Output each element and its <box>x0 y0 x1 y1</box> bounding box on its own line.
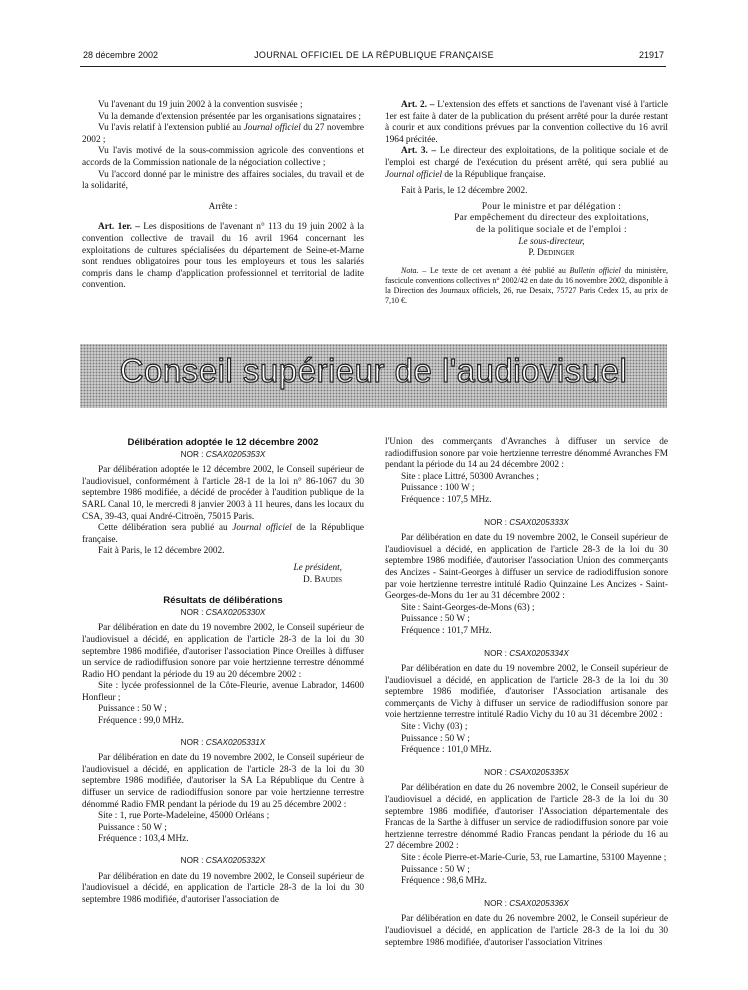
site-line: Site : place Littré, 50300 Avranches ; <box>401 471 539 482</box>
paragraph: Par délibération en date du 26 novembre 2002, le Conseil supérieur de l'audiovisuel a décidé, en application de l'article 28-3 de la loi du 30 septembre 1986 modifiée, d'autoriser l'Association départementale des Francas de la Sarthe à diffuser un service de radiodiffusion sonore par voie hertzienne terrestre dénommé Radio Francas pendant la période du 16 au 27 décembre 2002 : <box>385 783 668 852</box>
page-header <box>0 50 748 64</box>
nor-reference: NOR : CSAX0205331X <box>180 737 266 747</box>
puissance-line: Puissance : 100 W ; <box>401 483 475 494</box>
paragraph: Par délibération en date du 26 novembre 2002, le Conseil supérieur de l'audiovisuel a décidé, en application de l'article 28-3 de la loi du 30 septembre 1986 modifiée, d'autoriser l'association Vitrines <box>385 914 668 948</box>
paragraph: l'Union des commerçants d'Avranches à diffuser un service de radiodiffusion sonore par voie hertzienne terrestre dénommé Avranches FM pendant la période du 14 au 24 décembre 2002 : <box>385 437 668 471</box>
header-page-number: 21917 <box>638 50 664 60</box>
nor-reference: NOR : CSAX0205336X <box>484 898 569 908</box>
section-title: Conseil supérieur de l'audiovisuel <box>119 352 628 389</box>
site-line: Site : 1, rue Porte-Madeleine, 45000 Orléans ; <box>98 811 270 822</box>
president-name: D. Baudis <box>303 574 342 585</box>
frequence-line: Fréquence : 103,4 MHz. <box>98 834 189 845</box>
section-banner <box>80 344 667 408</box>
header-date: 28 décembre 2002 <box>83 50 159 60</box>
paragraph: Cette délibération sera publié au Journal officiel de la République française. <box>82 523 365 545</box>
fait-a-paris: Fait à Paris, le 12 décembre 2002. <box>98 546 225 557</box>
article-2: Art. 2. – L'extension des effets et sanctions de l'avenant visé à l'article 1er est faite à dater de la publication du présent arrêté pour la durée restant à courir et aux conditions prévues par la convention collective du 16 avril 1964 précitée. <box>385 100 668 145</box>
puissance-line: Puissance : 50 W ; <box>401 864 470 875</box>
site-line: Site : Saint-Georges-de-Mons (63) ; <box>401 602 535 613</box>
paragraph: Vu la demande d'extension présentée par les organisations signataires ; <box>98 111 361 122</box>
nor-reference: NOR : CSAX0205330X <box>180 607 266 617</box>
frequence-line: Fréquence : 98,6 MHz. <box>401 876 487 887</box>
nor-reference: NOR : CSAX0205335X <box>484 767 569 777</box>
paragraph: Vu l'avenant du 19 juin 2002 à la convention susvisée ; <box>98 100 303 110</box>
nor-reference: NOR : CSAX0205333X <box>484 517 569 527</box>
paragraph: Vu l'accord donné par le ministre des affaires sociales, du travail et de la solidarité, <box>82 169 364 192</box>
arrete-heading: Arrête : <box>208 201 238 212</box>
top-left-column <box>82 100 364 292</box>
paragraph: Vu l'avis relatif à l'extension publié au Journal officiel du 27 novembre 2002 ; <box>82 123 365 145</box>
paragraph: Vu l'avis motivé de la sous-commission agricole des conventions et accords de la Commission nationale de la négociation collective ; <box>82 146 364 168</box>
puissance-line: Puissance : 50 W ; <box>401 733 470 744</box>
puissance-line: Puissance : 50 W ; <box>401 614 470 625</box>
fait-a-paris: Fait à Paris, le 12 décembre 2002. <box>401 186 528 197</box>
paragraph: Par délibération adoptée le 12 décembre 2002, le Conseil supérieur de l'audiovisuel, conformément à l'article 28-1 de la loi n° 86-1067 du 30 septembre 1986 modifiée, a décidé de procéder à l'audition publique de la SARL Canal 10, le mercredi 8 janvier 2003 à 11 heures, dans les locaux du CSA, 39-43, quai André-Citroën, 75015 Paris. <box>82 465 364 522</box>
frequence-line: Fréquence : 101,0 MHz. <box>401 745 492 756</box>
paragraph: Par délibération en date du 19 novembre 2002, le Conseil supérieur de l'audiovisuel a décidé, en application de l'article 28-3 de la loi du 30 septembre 1986 modifiée, d'autoriser l'association Pince Oreilles à diffuser un service de radiodiffusion sonore par voie hertzienne terrestre dénommé Radio HO pendant la période du 19 au 20 décembre 2002 : <box>82 623 364 680</box>
site-line: Site : école Pierre-et-Marie-Curie, 53, rue Lamartine, 53100 Mayenne ; <box>401 853 667 863</box>
president-title: Le président, <box>293 562 342 573</box>
nor-reference: NOR : CSAX0205334X <box>484 648 569 658</box>
frequence-line: Fréquence : 101,7 MHz. <box>401 625 492 636</box>
paragraph: Par délibération en date du 19 novembre 2002, le Conseil supérieur de l'audiovisuel a décidé, en application de l'article 28-3 de la loi du 30 septembre 1986 modifiée, d'autoriser l'association Union des commerçants des Ancizes - Saint-Georges à diffuser un service de radiodiffusion sonore par voie hertzienne terrestre intitulé Radio Quinzaine Les Ancizes - Saint-Georges-de-Mons du 1er au 31 décembre 2002 : <box>385 533 668 602</box>
site-line: Site : Vichy (03) ; <box>401 722 468 733</box>
nor-reference: NOR : CSAX0205353X <box>180 449 266 459</box>
header-rule <box>80 66 666 67</box>
puissance-line: Puissance : 50 W ; <box>98 704 167 715</box>
signature-block: Pour le ministre et par délégation : Par empêchement du directeur des exploitations, de la politique sociale et de l'emploi : Le sous-directeur, P. Dedinger <box>435 202 668 260</box>
nota: Nota. – Le texte de cet avenant a été publié au Bulletin officiel du ministère, fascicule conventions collectives n° 2002/42 en date du 16 novembre 2002, disponible à la Direction des Journaux officiels, 26, rue Desaix, 75727 Paris Cedex 15, au prix de 7,10 €. <box>385 265 669 305</box>
header-title: JOURNAL OFFICIEL DE LA RÉPUBLIQUE FRANÇAISE <box>254 50 494 60</box>
frequence-line: Fréquence : 107,5 MHz. <box>401 494 492 505</box>
results-title: Résultats de délibérations <box>163 595 283 607</box>
deliberation-title: Délibération adoptée le 12 décembre 2002 <box>127 437 319 448</box>
bottom-left-column <box>82 437 364 906</box>
frequence-line: Fréquence : 99,0 MHz. <box>98 716 184 727</box>
paragraph: Par délibération en date du 19 novembre 2002, le Conseil supérieur de l'audiovisuel a décidé, en application de l'article 28-3 de la loi du 30 septembre 1986 modifiée, d'autoriser l'association de <box>82 871 364 905</box>
top-right-column <box>385 100 668 306</box>
bottom-right-column <box>385 437 668 949</box>
article-1: Art. 1er. – Les dispositions de l'avenant n° 113 du 19 juin 2002 à la convention collective de travail du 16 avril 1964 concernant les exploitations de cultures spécialisées du département de Seine-et-Marne sont rendues obligatoires pour tous les employeurs et tous les salariés compris dans le champ d'application professionnel et territorial de ladite convention. <box>82 222 364 291</box>
article-3: Art. 3. – Le directeur des exploitations, de la politique sociale et de l'emploi est chargé de l'exécution du présent arrêté, qui sera publié au Journal officiel de la République française. <box>385 146 668 180</box>
nor-reference: NOR : CSAX0205332X <box>180 856 266 865</box>
site-line: Site : lycée professionnel de la Côte-Fleurie, avenue Labrador, 14600 Honfleur ; <box>82 681 364 703</box>
puissance-line: Puissance : 50 W ; <box>98 822 167 833</box>
paragraph: Par délibération en date du 19 novembre 2002, le Conseil supérieur de l'audiovisuel a décidé, en application de l'article 28-3 de la loi du 30 septembre 1986 modifiée, d'autoriser l'Association artisanale des commerçants de Vichy à diffuser un service de radiodiffusion sonore par voie hertzienne terrestre intitulé Radio Vichy du 10 au 31 décembre 2002 : <box>385 664 668 721</box>
paragraph: Par délibération en date du 19 novembre 2002, le Conseil supérieur de l'audiovisuel a décidé, en application de l'article 28-3 de la loi du 30 septembre 1986 modifiée, d'autoriser la SA La République du Centre à diffuser un service de radiodiffusion sonore par voie hertzienne terrestre dénommé Radio FMR pendant la période du 19 au 25 décembre 2002 : <box>82 753 364 810</box>
signatory-name: P. Dedinger <box>528 248 575 259</box>
